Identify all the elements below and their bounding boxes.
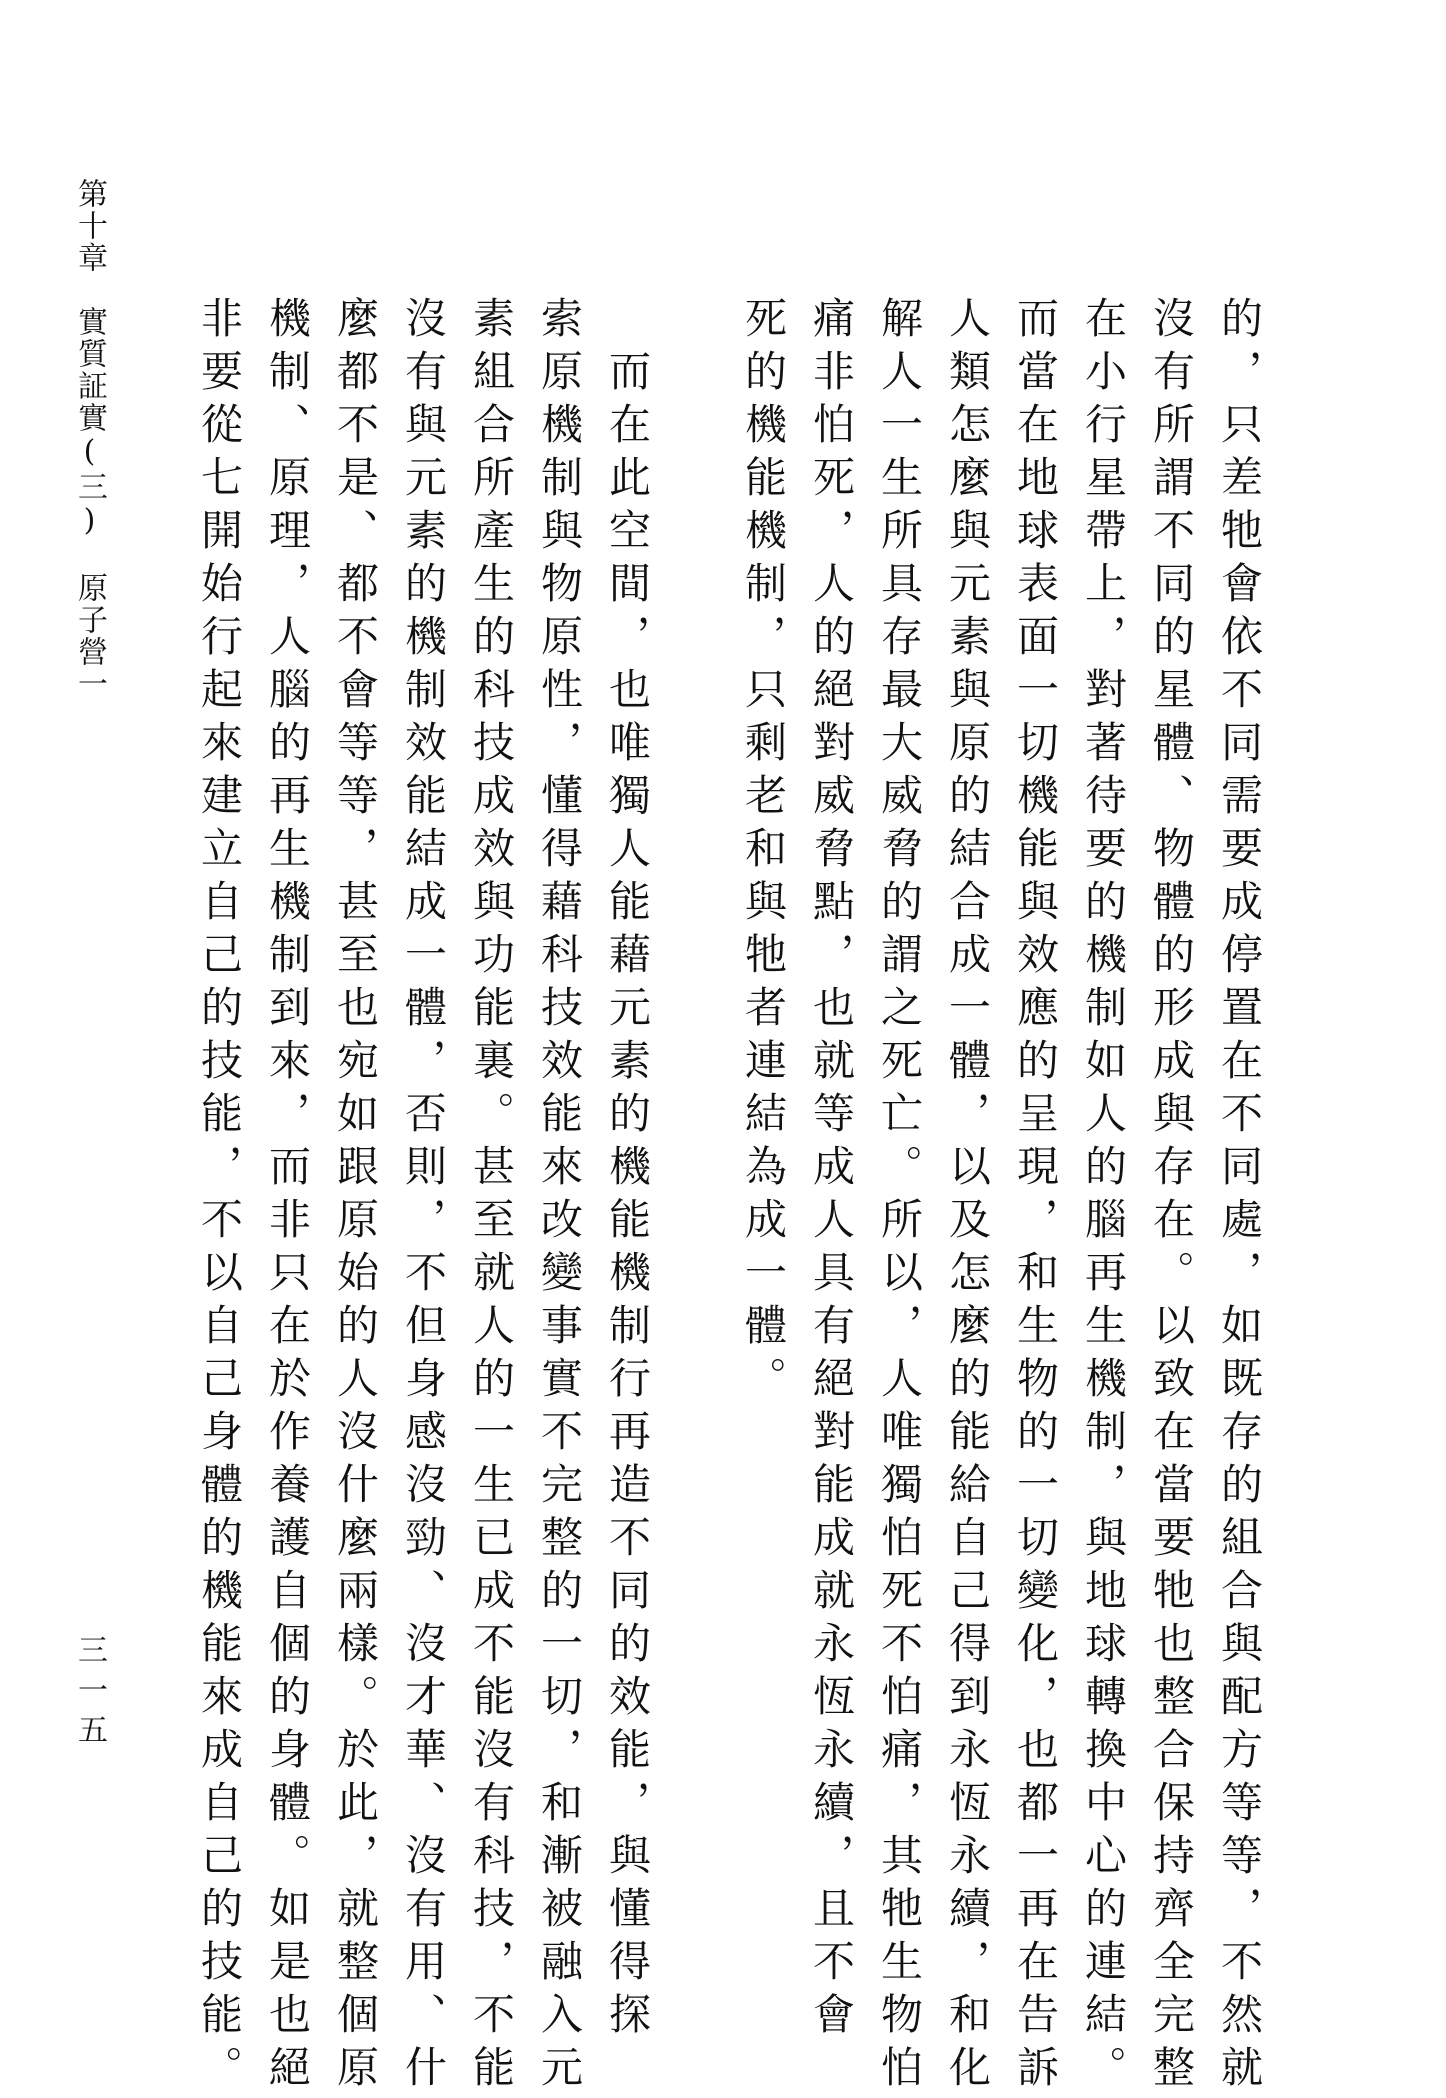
text-column-5: 人類怎麼與元素與原的結合成一體，以及怎麼的能給自己得到永恆永續，和化: [943, 296, 992, 2098]
text-column-7: 痛非怕死，人的絕對威脅點，也就等成人具有絕對能成就永恆永續，且不會: [807, 296, 856, 2045]
text-column-13: 沒有與元素的機制效能結成一體，否則，不但身感沒勁、沒才華、沒有用、什: [399, 296, 448, 2098]
text-column-8: 死的機能機制，只剩老和與牠者連結為成一體。: [739, 296, 788, 1409]
text-column-12: 素組合所產生的科技成效與功能裏。甚至就人的一生已成不能沒有科技，不能: [467, 296, 516, 2098]
text-column-2: 沒有所謂不同的星體、物體的形成與存在。以致在當要牠也整合保持齊全完整: [1147, 296, 1196, 2098]
running-title: 第十章 實質証實(三) 原子營一: [72, 178, 107, 700]
text-column-3: 在小行星帶上，對著待要的機制如人的腦再生機制，與地球轉換中心的連結。: [1079, 296, 1128, 2098]
text-column-11: 索原機制與物原性，懂得藉科技效能來改變事實不完整的一切，和漸被融入元: [535, 296, 584, 2098]
text-column-6: 解人一生所具存最大威脅的謂之死亡。所以，人唯獨怕死不怕痛，其牠生物怕: [875, 296, 924, 2098]
text-column-14: 麼都不是、都不會等等，甚至也宛如跟原始的人沒什麼兩樣。於此，就整個原: [331, 296, 380, 2098]
text-column-10: 而在此空間，也唯獨人能藉元素的機能機制行再造不同的效能，與懂得探: [603, 296, 652, 2045]
text-column-1: 的，只差牠會依不同需要成停置在不同處，如既存的組合與配方等等，不然就: [1215, 296, 1264, 2098]
text-column-4: 而當在地球表面一切機能與效應的呈現，和生物的一切變化，也都一再在告訴: [1011, 296, 1060, 2098]
page-number: 三一五: [72, 1634, 107, 1754]
text-column-15: 機制、原理，人腦的再生機制到來，而非只在於作養護自個的身體。如是也絕: [263, 296, 312, 2098]
text-column-16: 非要從七開始行起來建立自己的技能，不以自己身體的機能來成自己的技能。: [195, 296, 244, 2098]
